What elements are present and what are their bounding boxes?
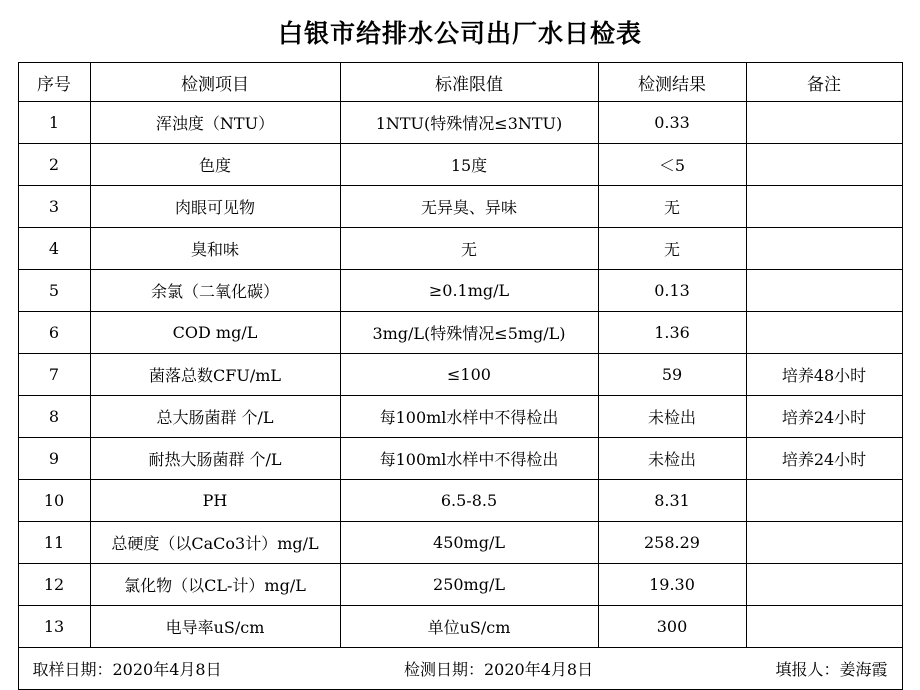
cell-note: 培养24小时 [746, 438, 902, 480]
cell-index: 12 [18, 564, 90, 606]
cell-index: 10 [18, 480, 90, 522]
cell-item: 色度 [90, 144, 340, 186]
footer-cell [18, 648, 902, 690]
cell-note [746, 312, 902, 354]
column-header-result: 检测结果 [598, 63, 746, 102]
table-row [18, 228, 902, 270]
cell-standard: 无 [340, 228, 598, 270]
cell-standard: ≤100 [340, 354, 598, 396]
cell-index: 5 [18, 270, 90, 312]
cell-index: 2 [18, 144, 90, 186]
test-date: 检测日期：2020年4月8日 [403, 660, 594, 679]
table-row [18, 564, 902, 606]
cell-standard: 450mg/L [340, 522, 598, 564]
table-row [18, 102, 902, 144]
cell-note [746, 480, 902, 522]
table-row [18, 438, 902, 480]
table-header [18, 63, 902, 102]
column-header-note: 备注 [746, 63, 902, 102]
cell-note [746, 228, 902, 270]
cell-note [746, 144, 902, 186]
cell-result: 300 [598, 606, 746, 648]
cell-standard: 1NTU(特殊情况≤3NTU) [340, 102, 598, 144]
cell-item: 肉眼可见物 [90, 186, 340, 228]
cell-result: 未检出 [598, 438, 746, 480]
cell-standard: ≥0.1mg/L [340, 270, 598, 312]
cell-note [746, 522, 902, 564]
table-row [18, 270, 902, 312]
table-footer-row [18, 648, 902, 690]
cell-result: 19.30 [598, 564, 746, 606]
water-quality-table [18, 62, 903, 690]
table-row [18, 354, 902, 396]
cell-index: 4 [18, 228, 90, 270]
cell-item: 氯化物（以CL-计）mg/L [90, 564, 340, 606]
cell-item: PH [90, 480, 340, 522]
cell-item: 浑浊度（NTU） [90, 102, 340, 144]
page-title: 白银市给排水公司出厂水日检表 [277, 19, 642, 48]
cell-index: 11 [18, 522, 90, 564]
cell-item: COD mg/L [90, 312, 340, 354]
cell-index: 1 [18, 102, 90, 144]
cell-standard: 每100ml水样中不得检出 [340, 438, 598, 480]
cell-item: 电导率uS/cm [90, 606, 340, 648]
column-header-item: 检测项目 [90, 63, 340, 102]
sampling-date: 取样日期：2020年4月8日 [32, 660, 222, 679]
table-row [18, 186, 902, 228]
cell-result: ＜5 [598, 144, 746, 186]
cell-note [746, 102, 902, 144]
column-header-index: 序号 [18, 63, 90, 102]
cell-result: 无 [598, 228, 746, 270]
table-header-row [18, 63, 902, 102]
cell-result: 未检出 [598, 396, 746, 438]
cell-index: 6 [18, 312, 90, 354]
cell-result: 无 [598, 186, 746, 228]
cell-result: 1.36 [598, 312, 746, 354]
cell-item: 臭和味 [90, 228, 340, 270]
cell-standard: 单位uS/cm [340, 606, 598, 648]
cell-note [746, 606, 902, 648]
cell-item: 耐热大肠菌群 个/L [90, 438, 340, 480]
table-row [18, 144, 902, 186]
filled-by: 填报人：姜海霞 [775, 660, 888, 679]
cell-index: 13 [18, 606, 90, 648]
table-row [18, 480, 902, 522]
cell-note [746, 186, 902, 228]
cell-result: 8.31 [598, 480, 746, 522]
column-header-standard: 标准限值 [340, 63, 598, 102]
table-row [18, 606, 902, 648]
cell-standard: 无异臭、异味 [340, 186, 598, 228]
cell-standard: 15度 [340, 144, 598, 186]
table-row [18, 312, 902, 354]
cell-result: 0.33 [598, 102, 746, 144]
table-row [18, 396, 902, 438]
cell-note: 培养48小时 [746, 354, 902, 396]
cell-item: 总大肠菌群 个/L [90, 396, 340, 438]
cell-standard: 3mg/L(特殊情况≤5mg/L) [340, 312, 598, 354]
cell-result: 59 [598, 354, 746, 396]
cell-note [746, 270, 902, 312]
cell-standard: 6.5-8.5 [340, 480, 598, 522]
cell-index: 9 [18, 438, 90, 480]
cell-note: 培养24小时 [746, 396, 902, 438]
cell-standard: 每100ml水样中不得检出 [340, 396, 598, 438]
table-body [18, 102, 902, 690]
cell-item: 总硬度（以CaCo3计）mg/L [90, 522, 340, 564]
cell-item: 菌落总数CFU/mL [90, 354, 340, 396]
cell-index: 7 [18, 354, 90, 396]
cell-result: 258.29 [598, 522, 746, 564]
cell-index: 8 [18, 396, 90, 438]
cell-result: 0.13 [598, 270, 746, 312]
cell-standard: 250mg/L [340, 564, 598, 606]
table-row [18, 522, 902, 564]
cell-item: 余氯（二氧化碳） [90, 270, 340, 312]
cell-index: 3 [18, 186, 90, 228]
cell-note [746, 564, 902, 606]
